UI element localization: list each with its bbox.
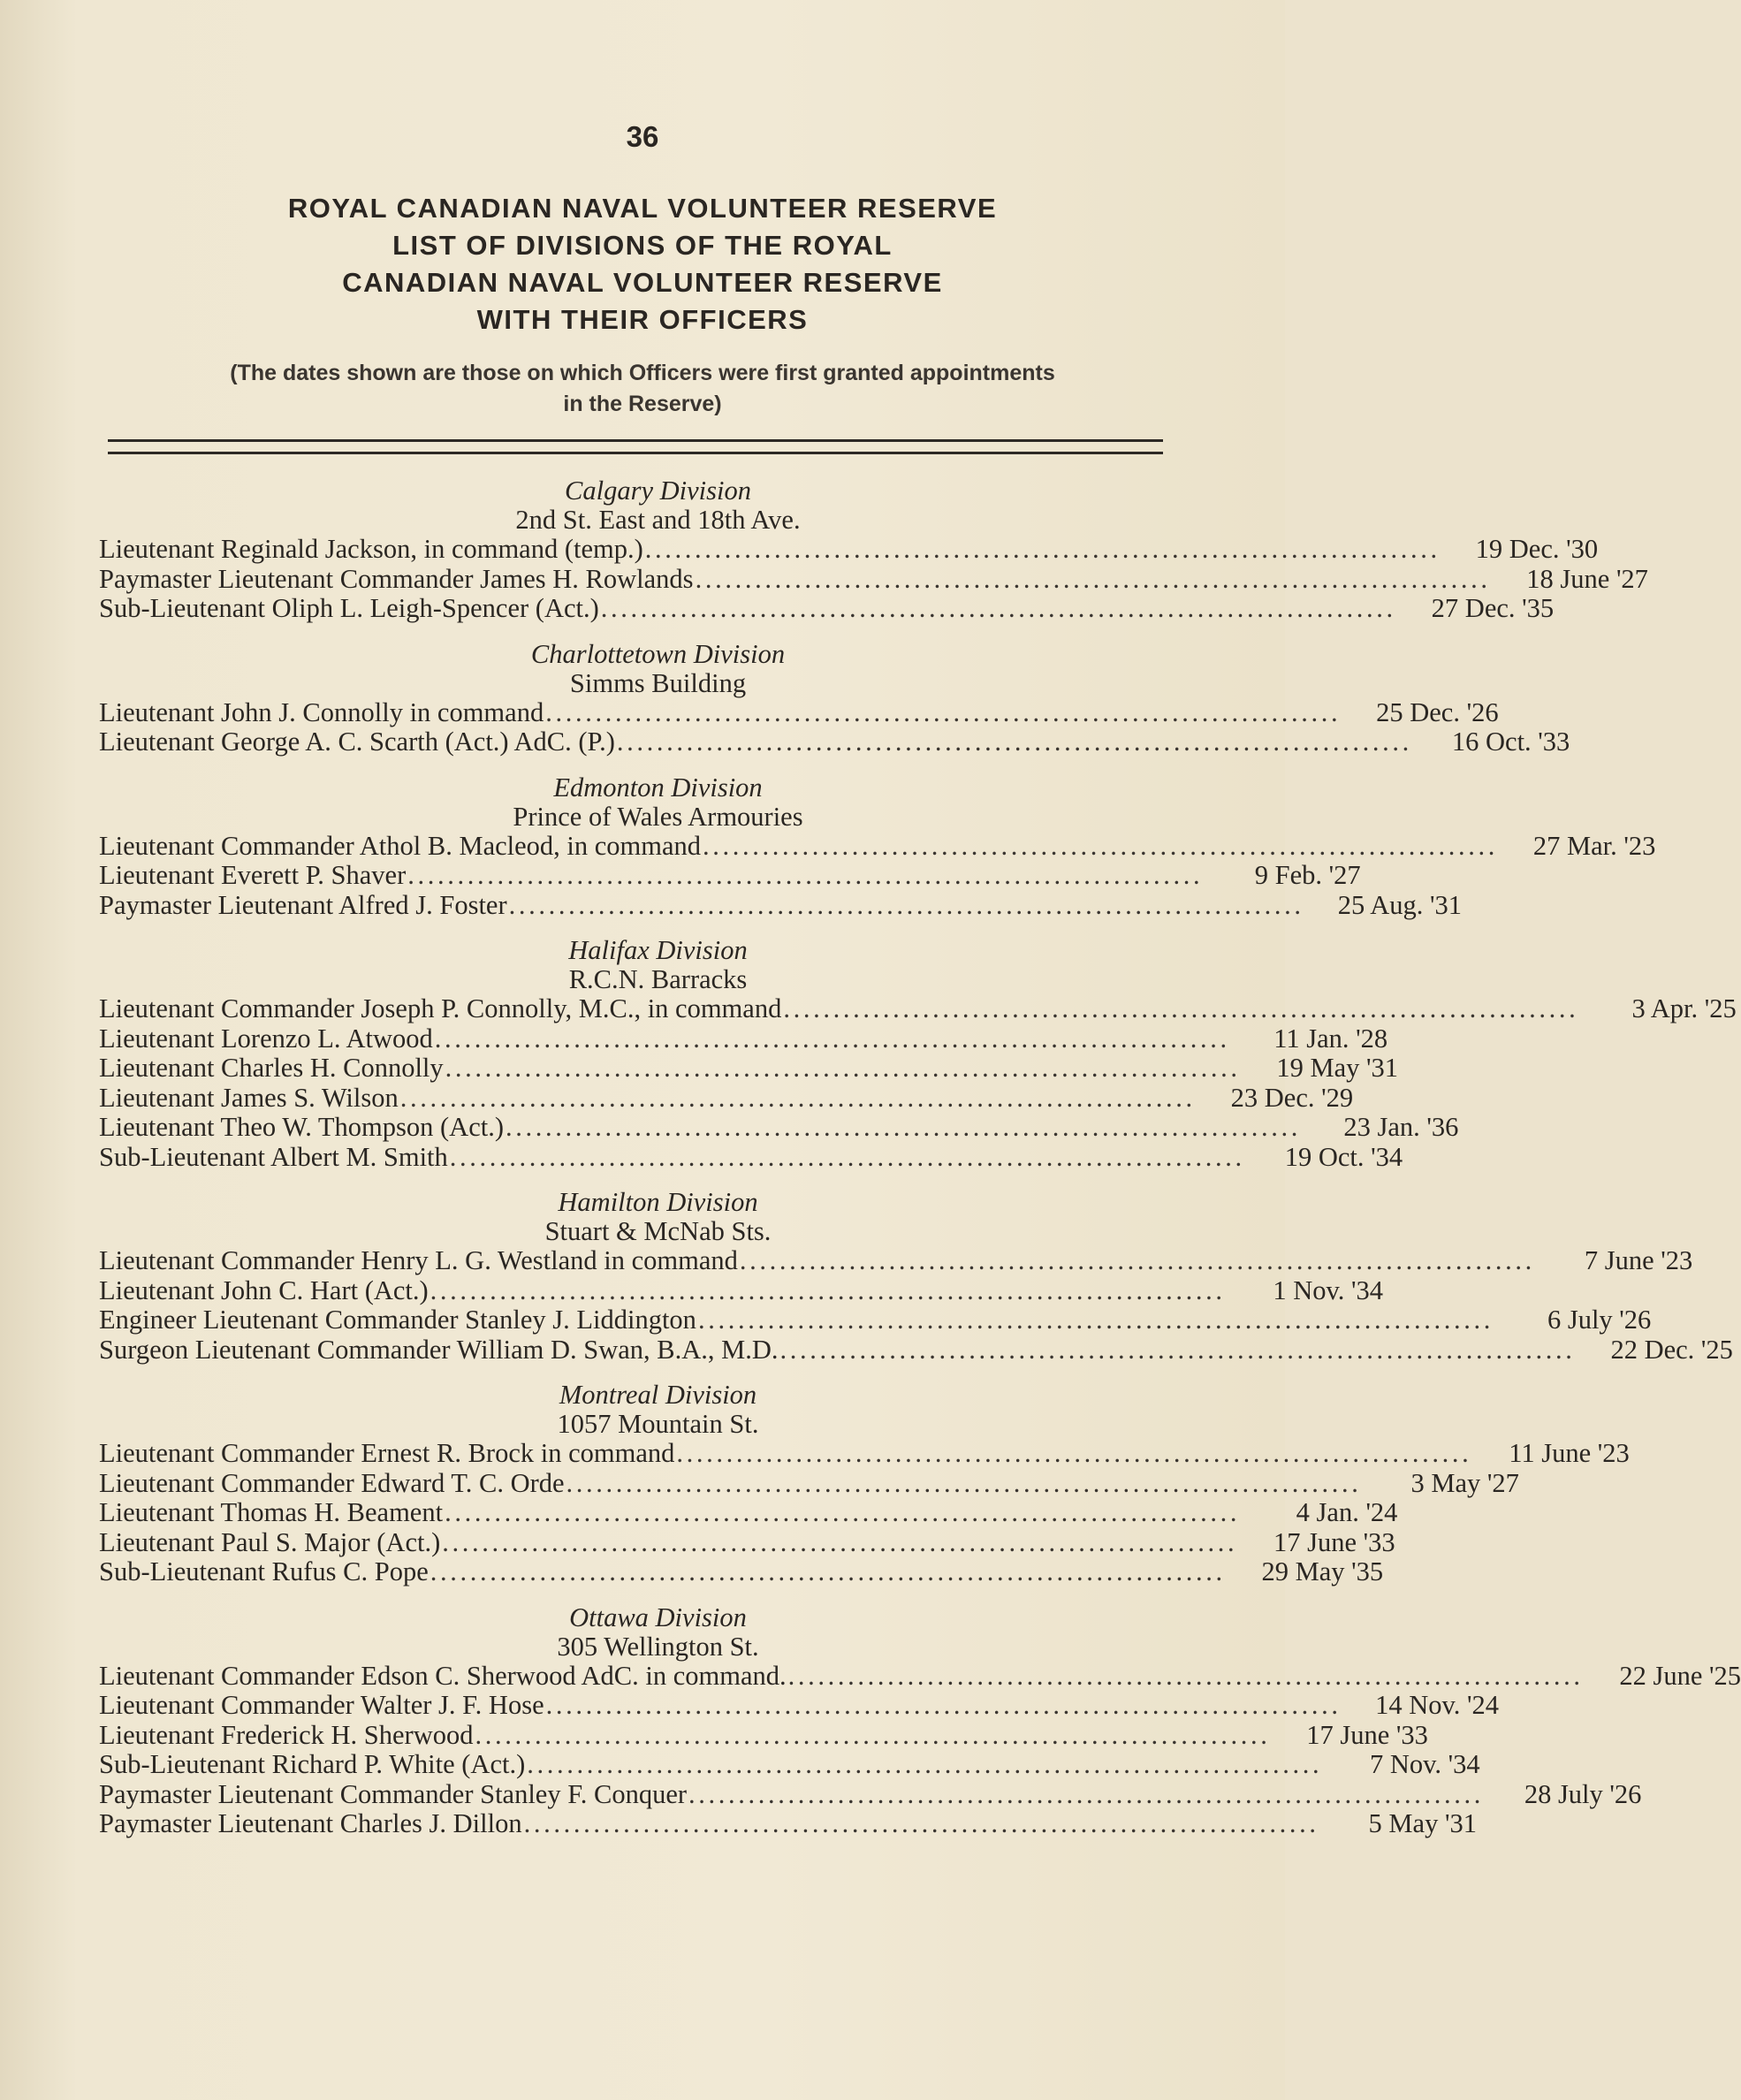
officer-name: Lieutenant Paul S. Major (Act.) [99, 1526, 441, 1557]
appointment-date: 17 June '33 [1306, 1719, 1428, 1750]
appointment-date: 19 May '31 [1276, 1053, 1399, 1083]
dot-leader [445, 1498, 1235, 1528]
division-name: Charlottetown Division [530, 638, 786, 669]
dot-leader [696, 565, 1486, 595]
division-address: 2nd St. East and 18th Ave. [515, 505, 801, 535]
officer-name: Paymaster Lieutenant Alfred J. Foster [99, 889, 507, 920]
division-block [99, 1602, 1741, 1839]
dot-leader [703, 832, 1493, 862]
officer-name: Lieutenant James S. Wilson [99, 1082, 399, 1113]
officer-name: Sub-Lieutenant Rufus C. Pope [99, 1556, 429, 1586]
officer-row [99, 1141, 1403, 1173]
appointment-date: 19 Dec. '30 [1475, 534, 1599, 564]
officer-name: Paymaster Lieutenant Commander James H. Rowlands [99, 563, 694, 594]
officer-row [99, 1305, 1652, 1335]
officer-name: Surgeon Lieutenant Commander William D. Swan, B.A., M.D. [99, 1334, 779, 1365]
officer-row [99, 860, 1361, 891]
officer-row [99, 1112, 1459, 1143]
division-address: 305 Wellington St. [557, 1631, 759, 1662]
appointment-date: 3 Apr. '25 [1631, 993, 1737, 1023]
appointment-date: 4 Jan. '24 [1296, 1497, 1398, 1527]
officer-row [99, 1245, 1693, 1276]
dot-leader [430, 1557, 1220, 1587]
officer-row [99, 1778, 1642, 1810]
officer-row [99, 1082, 1354, 1114]
division-name: Calgary Division [565, 476, 751, 506]
title-line: LIST OF DIVISIONS OF THE ROYAL [392, 230, 893, 261]
title-line: WITH THEIR OFFICERS [476, 304, 809, 335]
division-block [99, 772, 1656, 921]
appointment-date: 3 May '27 [1410, 1467, 1519, 1498]
title-line: CANADIAN NAVAL VOLUNTEER RESERVE [342, 267, 943, 298]
division-name: Halifax Division [568, 935, 748, 965]
officer-row [99, 696, 1499, 728]
officer-row [99, 1556, 1384, 1587]
officer-name: Lieutenant Commander Edward T. C. Orde [99, 1467, 565, 1498]
appointment-date: 6 July '26 [1547, 1305, 1652, 1335]
dot-leader [475, 1721, 1266, 1751]
officer-row [99, 889, 1463, 921]
appointment-date: 17 June '33 [1273, 1526, 1395, 1557]
officer-row [99, 593, 1555, 624]
officer-row [99, 1274, 1384, 1306]
appointment-date: 18 June '27 [1526, 563, 1648, 594]
dot-leader [506, 1113, 1296, 1143]
dot-leader [430, 1276, 1220, 1306]
appointment-date: 7 Nov. '34 [1369, 1749, 1480, 1779]
officer-row [99, 1053, 1399, 1084]
officer-name: Lieutenant Theo W. Thompson (Act.) [99, 1112, 504, 1142]
appointment-date: 25 Aug. '31 [1337, 889, 1463, 920]
appointment-date: 11 June '23 [1509, 1438, 1630, 1468]
appointment-date: 9 Feb. '27 [1254, 860, 1361, 890]
dot-leader [509, 891, 1299, 921]
officer-row [99, 1808, 1477, 1839]
officer-name: Lieutenant Reginald Jackson, in command (temp.) [99, 534, 643, 564]
dot-leader [450, 1143, 1240, 1173]
note-line: in the Reserve) [563, 392, 722, 416]
appointment-date: 22 Dec. '25 [1610, 1334, 1733, 1365]
officer-row [99, 727, 1570, 757]
appointment-date: 19 Oct. '34 [1284, 1141, 1403, 1172]
officer-name: Paymaster Lieutenant Commander Stanley F. Conquer [99, 1778, 688, 1809]
officer-row [99, 1497, 1398, 1528]
officer-name: Lieutenant Commander Ernest R. Brock in command [99, 1438, 675, 1468]
appointment-date: 29 May '35 [1261, 1556, 1384, 1586]
officer-name: Lieutenant John J. Connolly in command [99, 696, 544, 727]
title-line: ROYAL CANADIAN NAVAL VOLUNTEER RESERVE [287, 193, 998, 224]
officer-name: Lieutenant Commander Edson C. Sherwood AdC. in command. [99, 1660, 787, 1691]
officer-row [99, 563, 1648, 595]
appointment-date: 23 Jan. '36 [1343, 1112, 1459, 1142]
officer-name: Lieutenant Commander Joseph P. Connolly, M.C., in command [99, 993, 782, 1023]
division-block [99, 476, 1648, 624]
officer-name: Sub-Lieutenant Richard P. White (Act.) [99, 1749, 526, 1779]
officer-name: Lieutenant John C. Hart (Act.) [99, 1274, 429, 1305]
division-block [99, 1187, 1733, 1365]
dot-leader [698, 1305, 1488, 1335]
officer-row [99, 1334, 1733, 1366]
dot-leader [546, 1691, 1336, 1721]
division-address: 1057 Mountain St. [557, 1409, 759, 1439]
officer-name: Lieutenant George A. C. Scarth (Act.) AdC. (P.) [99, 727, 615, 757]
officer-name: Sub-Lieutenant Albert M. Smith [99, 1141, 448, 1172]
division-address: Simms Building [569, 667, 747, 698]
appointment-date: 25 Dec. '26 [1376, 696, 1499, 727]
appointment-date: 27 Mar. '23 [1532, 830, 1656, 861]
dot-leader [545, 698, 1335, 728]
officer-row [99, 830, 1656, 862]
document-title [0, 190, 1285, 339]
dot-leader [527, 1750, 1317, 1780]
note-line: (The dates shown are those on which Officers were first granted appointments [230, 361, 1055, 385]
dot-leader [400, 1084, 1190, 1114]
dot-leader [524, 1809, 1314, 1839]
officer-name: Lieutenant Commander Henry L. G. Westland in command [99, 1245, 738, 1275]
officer-name: Lieutenant Thomas H. Beament [99, 1497, 444, 1527]
officer-row [99, 1526, 1395, 1558]
officer-name: Lieutenant Frederick H. Sherwood [99, 1719, 474, 1750]
dot-leader [688, 1780, 1479, 1810]
appointment-date: 1 Nov. '34 [1273, 1274, 1384, 1305]
page-number: 36 [626, 120, 659, 153]
officer-name: Lieutenant Charles H. Connolly [99, 1053, 444, 1083]
dot-leader [445, 1054, 1235, 1084]
officer-name: Lieutenant Commander Walter J. F. Hose [99, 1690, 544, 1720]
appointment-date: 7 June '23 [1584, 1245, 1693, 1275]
appointment-date: 28 July '26 [1524, 1778, 1642, 1809]
dot-leader [435, 1024, 1225, 1054]
dot-leader [617, 727, 1407, 757]
officer-row [99, 534, 1599, 565]
officer-name: Lieutenant Lorenzo L. Atwood [99, 1023, 433, 1054]
dot-leader [601, 594, 1391, 624]
division-block [99, 935, 1737, 1172]
appointment-date: 5 May '31 [1368, 1808, 1477, 1838]
appointment-date: 27 Dec. '35 [1431, 593, 1555, 623]
appointment-date: 16 Oct. '33 [1451, 727, 1570, 757]
officer-row [99, 1660, 1741, 1692]
dot-leader [783, 994, 1573, 1024]
appointment-date: 23 Dec. '29 [1230, 1082, 1354, 1113]
division-address: Prince of Wales Armouries [513, 801, 803, 832]
dot-leader [645, 535, 1435, 565]
appointment-date: 11 Jan. '28 [1273, 1023, 1388, 1054]
division-name: Hamilton Division [558, 1187, 758, 1217]
divider-rule [108, 439, 1163, 442]
officer-row [99, 993, 1737, 1024]
officer-row [99, 1467, 1519, 1499]
division-name: Montreal Division [559, 1380, 757, 1410]
dot-leader [780, 1335, 1570, 1366]
appointment-date: 22 June '25 [1619, 1660, 1741, 1691]
officer-name: Engineer Lieutenant Commander Stanley J. Liddington [99, 1305, 696, 1335]
division-address: Stuart & McNab Sts. [544, 1216, 772, 1246]
officer-row [99, 1749, 1480, 1780]
division-address: R.C.N. Barracks [568, 964, 748, 994]
officer-name: Lieutenant Everett P. Shaver [99, 860, 407, 890]
officer-row [99, 1438, 1630, 1469]
officer-row [99, 1690, 1499, 1721]
officer-name: Lieutenant Commander Athol B. Macleod, in command [99, 830, 702, 861]
officer-row [99, 1719, 1428, 1751]
dot-leader [442, 1528, 1232, 1558]
dates-note [106, 358, 1179, 420]
officer-row [99, 1023, 1388, 1054]
dot-leader [676, 1439, 1466, 1469]
divisions-list [99, 476, 1741, 1854]
appointment-date: 14 Nov. '24 [1375, 1690, 1499, 1720]
division-block [99, 1380, 1630, 1587]
divider-rule [108, 452, 1163, 454]
officer-name: Sub-Lieutenant Oliph L. Leigh-Spencer (Act.) [99, 593, 599, 623]
dot-leader [740, 1246, 1530, 1276]
dot-leader [788, 1662, 1578, 1692]
division-name: Ottawa Division [569, 1602, 747, 1632]
dot-leader [566, 1469, 1357, 1499]
dot-leader [407, 861, 1197, 891]
officer-name: Paymaster Lieutenant Charles J. Dillon [99, 1808, 522, 1838]
division-block [99, 638, 1570, 757]
division-name: Edmonton Division [553, 772, 763, 803]
